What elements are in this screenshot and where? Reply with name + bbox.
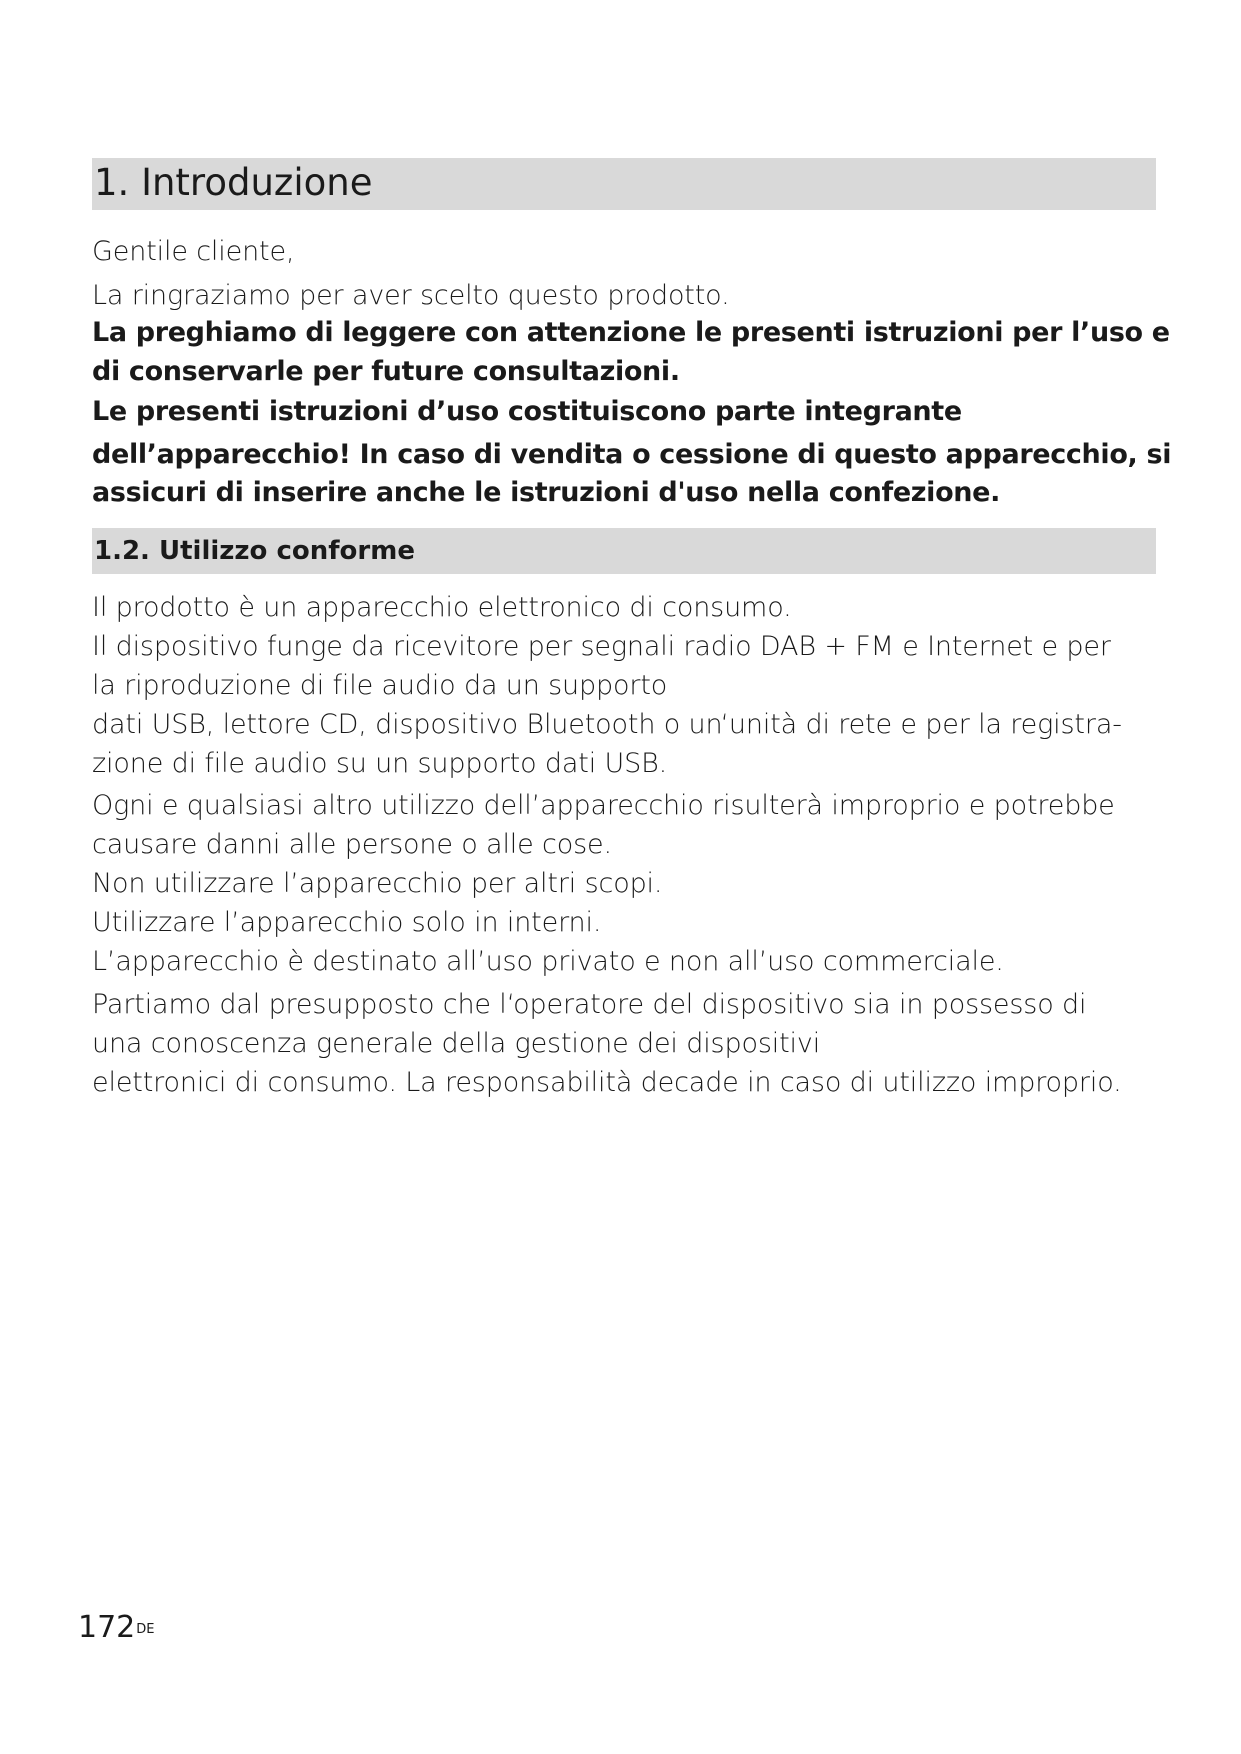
paragraph-line: Il prodotto è un apparecchio elettronico di consumo. (92, 592, 792, 623)
paragraph-line: dati USB, lettore CD, dispositivo Bluetooth o un‘unità di rete e per la registra- (92, 709, 1122, 740)
paragraph-line: Il dispositivo funge da ricevitore per segnali radio DAB + FM e Internet e per (92, 631, 1111, 662)
page-number (78, 1610, 155, 1646)
paragraph-line: La ringraziamo per aver scelto questo prodotto. (92, 280, 730, 311)
paragraph-line: Gentile cliente, (92, 236, 295, 267)
paragraph-line: una conoscenza generale della gestione dei dispositivi (92, 1028, 821, 1059)
paragraph-line: di conservarle per future consultazioni. (92, 356, 680, 387)
paragraph-line: Le presenti istruzioni d’uso costituiscono parte integrante (92, 396, 962, 427)
subsection-title: 1.2. Utilizzo conforme (94, 536, 415, 566)
paragraph-line: elettronici di consumo. La responsabilità decade in caso di utilizzo improprio. (92, 1067, 1122, 1098)
paragraph-line: dell’apparecchio! In caso di vendita o cessione di questo apparecchio, si (92, 439, 1172, 470)
paragraph-line: Partiamo dal presupposto che l‘operatore del dispositivo sia in possesso di (92, 989, 1087, 1020)
paragraph-line: L’apparecchio è destinato all’uso privato e non all’uso commerciale. (92, 946, 1004, 977)
paragraph-line: Non utilizzare l’apparecchio per altri scopi. (92, 868, 663, 899)
language-code: DE (136, 1622, 155, 1637)
paragraph-line: causare danni alle persone o alle cose. (92, 829, 612, 860)
section-title: 1. Introduzione (94, 161, 373, 204)
paragraph-line: La preghiamo di leggere con attenzione le presenti istruzioni per l’uso e (92, 317, 1170, 348)
paragraph-line: assicuri di inserire anche le istruzioni d'uso nella confezione. (92, 477, 1001, 508)
paragraph-line: Utilizzare l’apparecchio solo in interni. (92, 907, 602, 938)
paragraph-line: la riproduzione di file audio da un supporto (92, 670, 668, 701)
paragraph-line: zione di file audio su un supporto dati USB. (92, 748, 668, 779)
page-number-value: 172 (78, 1610, 136, 1645)
paragraph-line: Ogni e qualsiasi altro utilizzo dell’apparecchio risulterà improprio e potrebbe (92, 790, 1115, 821)
